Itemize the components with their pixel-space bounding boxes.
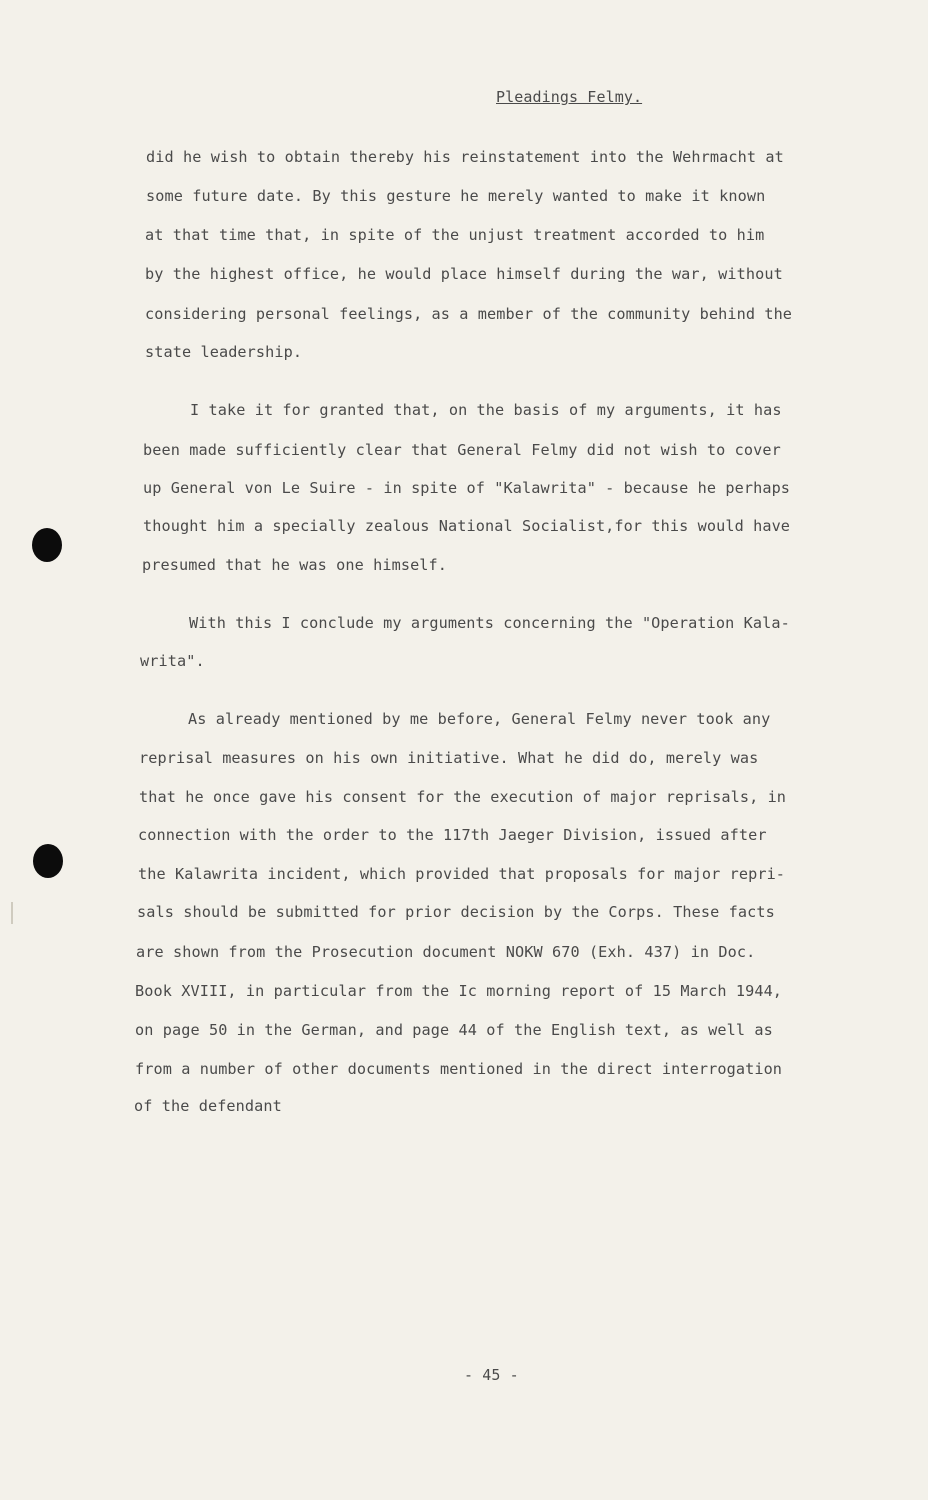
text-line: As already mentioned by me before, General Felmy never took any	[188, 710, 771, 728]
text-line: Book XVIII, in particular from the Ic morning report of 15 March 1944,	[135, 982, 783, 1000]
text-line: reprisal measures on his own initiative. What he did do, merely was	[139, 749, 759, 767]
paper-mark	[11, 902, 13, 924]
text-line: that he once gave his consent for the execution of major reprisals, in	[139, 788, 787, 806]
text-line: connection with the order to the 117th Jaeger Division, issued after	[138, 826, 767, 844]
text-line: of the defendant	[134, 1097, 282, 1115]
text-line: I take it for granted that, on the basis of my arguments, it has	[190, 401, 782, 419]
text-line: by the highest office, he would place himself during the war, without	[145, 265, 783, 283]
text-line: state leadership.	[145, 343, 303, 361]
text-line: considering personal feelings, as a member of the community behind the	[145, 305, 793, 323]
punch-hole-top	[32, 528, 62, 562]
text-line: up General von Le Suire - in spite of "Kalawrita" - because he perhaps	[143, 479, 791, 497]
text-line: sals should be submitted for prior decision by the Corps. These facts	[137, 903, 775, 921]
text-line: from a number of other documents mentioned in the direct interrogation	[135, 1060, 783, 1078]
text-line: on page 50 in the German, and page 44 of the English text, as well as	[135, 1021, 773, 1039]
running-header: Pleadings Felmy.	[496, 88, 643, 106]
text-line: presumed that he was one himself.	[142, 556, 448, 574]
punch-hole-bottom	[33, 844, 63, 878]
text-line: With this I conclude my arguments concerning the "Operation Kala-	[189, 614, 790, 632]
text-line: the Kalawrita incident, which provided that proposals for major repri-	[138, 865, 786, 883]
text-line: some future date. By this gesture he merely wanted to make it known	[146, 187, 766, 205]
text-line: did he wish to obtain thereby his reinstatement into the Wehrmacht at	[146, 148, 784, 166]
page-number: - 45 -	[464, 1366, 519, 1384]
text-line: at that time that, in spite of the unjust treatment accorded to him	[145, 226, 765, 244]
text-line: are shown from the Prosecution document NOKW 670 (Exh. 437) in Doc.	[136, 943, 756, 961]
text-line: writa".	[140, 652, 205, 670]
text-line: thought him a specially zealous National Socialist,for this would have	[143, 517, 791, 535]
text-line: been made sufficiently clear that General Felmy did not wish to cover	[143, 441, 781, 459]
